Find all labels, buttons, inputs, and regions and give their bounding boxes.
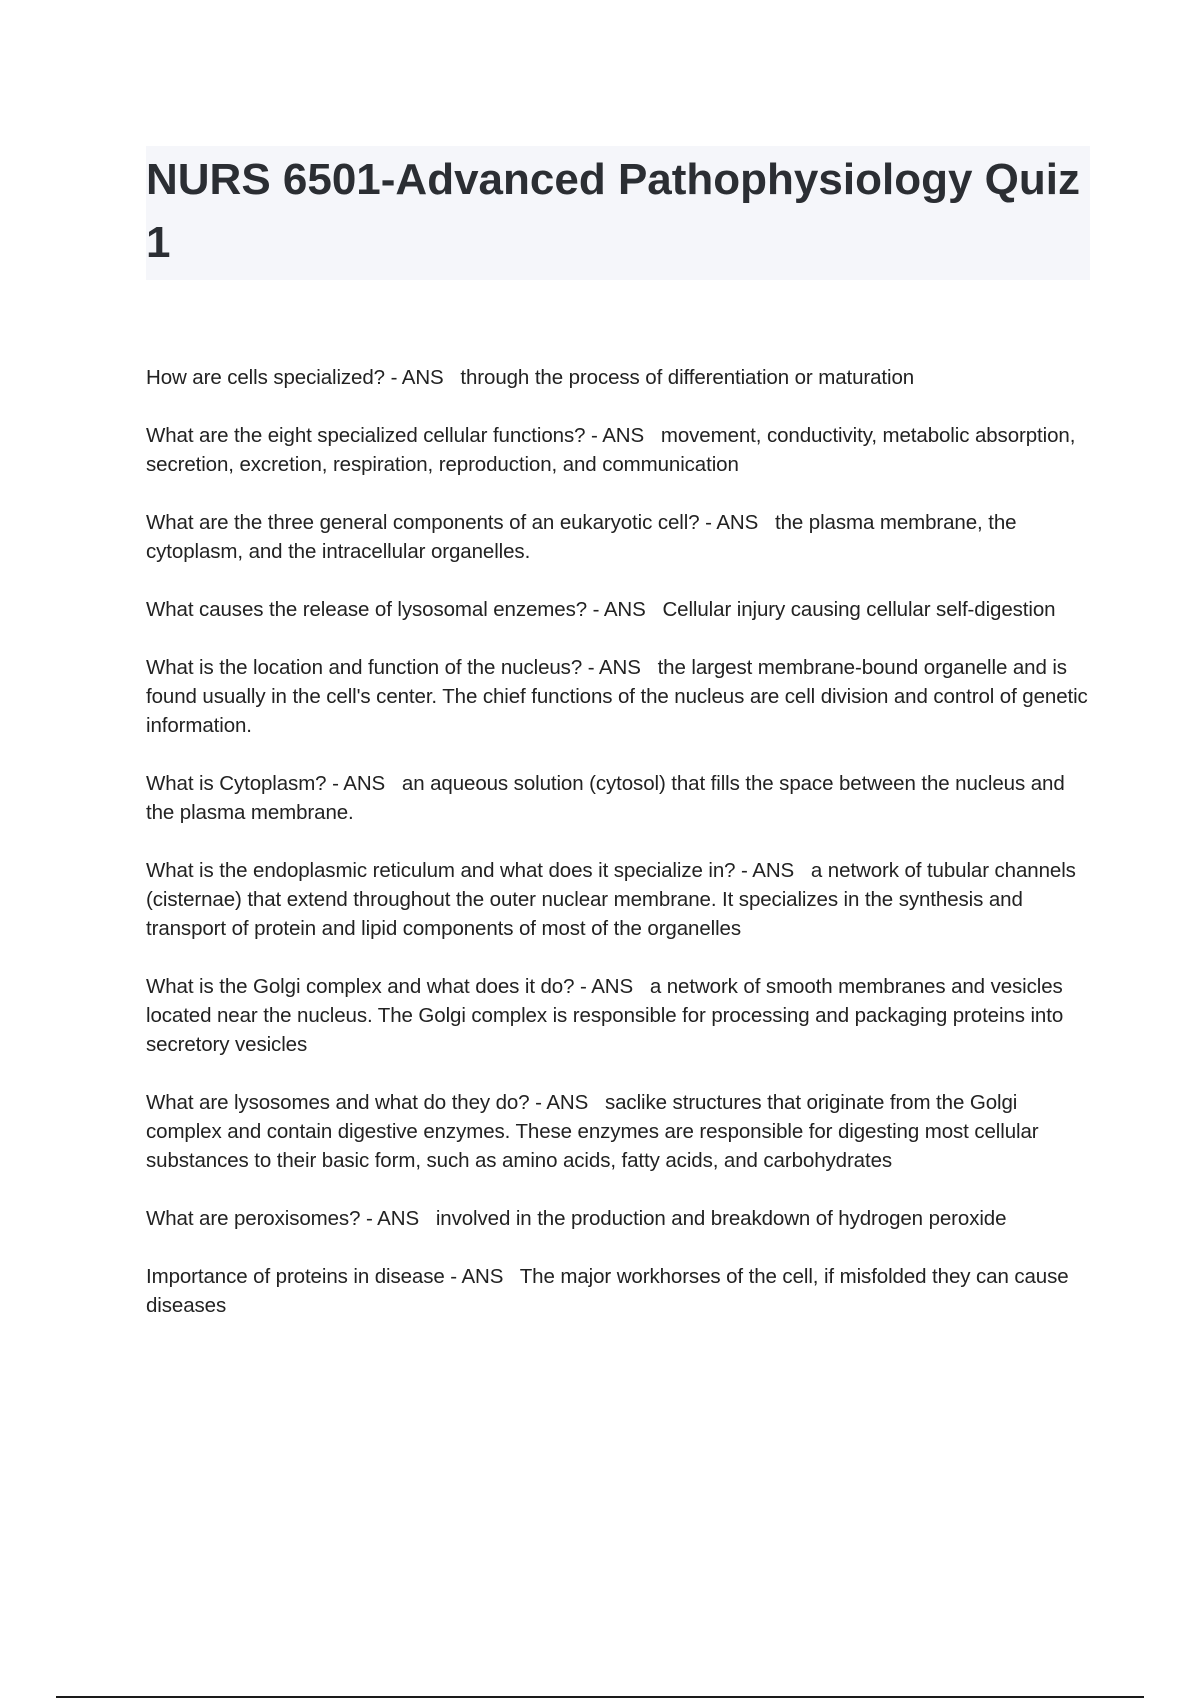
- question-text: What are the three general components of an eukaryotic cell?: [146, 511, 700, 534]
- qa-list: [146, 363, 1090, 1349]
- answer-text: a network of tubular channels (cisternae) that extend throughout the outer nuclear membrane. It specializes in the synthesis and transport of protein and lipid components of most of the organelles: [146, 859, 1076, 940]
- answer-text: the largest membrane-bound organelle and is found usually in the cell's center. The chief functions of the nucleus are cell division and control of genetic information.: [146, 656, 1088, 737]
- qa-item: [146, 595, 1090, 624]
- qa-item: [146, 421, 1090, 479]
- question-text: What causes the release of lysosomal enzemes?: [146, 598, 588, 621]
- answer-separator: - ANS: [735, 859, 811, 882]
- answer-text: movement, conductivity, metabolic absorption, secretion, excretion, respiration, reproduction, and communication: [146, 424, 1076, 476]
- footer-divider: [56, 1696, 1144, 1698]
- answer-separator: - ANS: [699, 511, 775, 534]
- qa-item: [146, 972, 1090, 1059]
- question-text: How are cells specialized?: [146, 366, 385, 389]
- qa-item: [146, 1262, 1090, 1320]
- qa-item: [146, 653, 1090, 740]
- qa-item: [146, 1088, 1090, 1175]
- qa-item: [146, 769, 1090, 827]
- answer-separator: - ANS: [574, 975, 650, 998]
- answer-text: the plasma membrane, the cytoplasm, and the intracellular organelles.: [146, 511, 1017, 563]
- answer-text: saclike structures that originate from the Golgi complex and contain digestive enzymes. These enzymes are responsible for digesting most cellular substances to their basic form, such as amino acids, fatty acids, and carbohydrates: [146, 1091, 1039, 1172]
- question-text: What is Cytoplasm?: [146, 772, 327, 795]
- question-text: What is the endoplasmic reticulum and what does it specialize in?: [146, 859, 736, 882]
- answer-text: a network of smooth membranes and vesicles located near the nucleus. The Golgi complex is responsible for processing and packaging proteins into secretory vesicles: [146, 975, 1064, 1056]
- answer-text: The major workhorses of the cell, if misfolded they can cause diseases: [146, 1265, 1069, 1317]
- answer-separator: - ANS: [529, 1091, 605, 1114]
- qa-item: [146, 508, 1090, 566]
- answer-separator: - ANS: [360, 1207, 436, 1230]
- qa-item: [146, 856, 1090, 943]
- title-banner: [146, 146, 1090, 280]
- qa-item: [146, 1204, 1090, 1233]
- question-text: What are the eight specialized cellular functions?: [146, 424, 586, 447]
- answer-separator: - ANS: [326, 772, 402, 795]
- answer-text: Cellular injury causing cellular self-digestion: [662, 598, 1056, 621]
- question-text: What is the location and function of the nucleus?: [146, 656, 583, 679]
- page-title: NURS 6501-Advanced Pathophysiology Quiz 1: [146, 155, 1080, 267]
- answer-separator: - ANS: [582, 656, 658, 679]
- question-text: What are lysosomes and what do they do?: [146, 1091, 530, 1114]
- answer-text: an aqueous solution (cytosol) that fills the space between the nucleus and the plasma membrane.: [146, 772, 1065, 824]
- answer-separator: - ANS: [384, 366, 461, 389]
- answer-separator: - ANS: [444, 1265, 520, 1288]
- answer-separator: - ANS: [585, 424, 661, 447]
- question-text: Importance of proteins in disease: [146, 1265, 445, 1288]
- question-text: What is the Golgi complex and what does it do?: [146, 975, 575, 998]
- question-text: What are peroxisomes?: [146, 1207, 361, 1230]
- answer-text: involved in the production and breakdown of hydrogen peroxide: [435, 1207, 1007, 1230]
- answer-separator: - ANS: [587, 598, 663, 621]
- answer-text: through the process of differentiation or maturation: [460, 366, 915, 389]
- qa-item: [146, 363, 1090, 392]
